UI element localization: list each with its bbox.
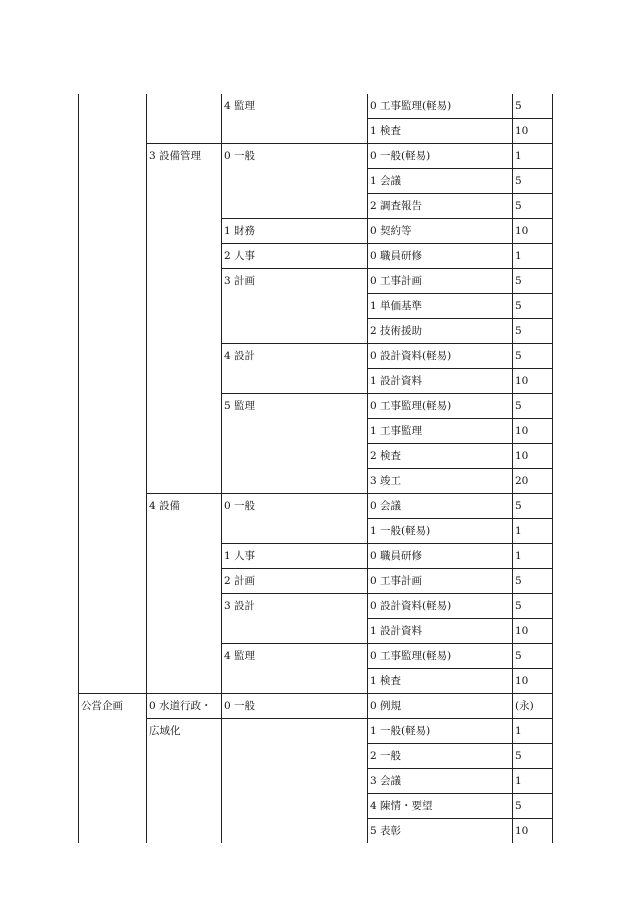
cell-category bbox=[222, 519, 368, 544]
cell-item: 2 調査報告 bbox=[368, 194, 513, 219]
table-row bbox=[79, 94, 553, 119]
cell-section bbox=[147, 344, 222, 369]
cell-department bbox=[79, 369, 147, 394]
cell-item: 1 設計資料 bbox=[368, 619, 513, 644]
cell-retention: 10 bbox=[513, 444, 553, 469]
cell-item: 0 一般(軽易) bbox=[368, 144, 513, 169]
cell-category bbox=[222, 419, 368, 444]
cell-section bbox=[147, 819, 222, 844]
cell-section bbox=[147, 544, 222, 569]
cell-retention: 10 bbox=[513, 369, 553, 394]
cell-category bbox=[222, 619, 368, 644]
cell-retention: 1 bbox=[513, 769, 553, 794]
cell-section bbox=[147, 194, 222, 219]
cell-retention: 5 bbox=[513, 294, 553, 319]
cell-retention: 5 bbox=[513, 269, 553, 294]
cell-category: 0 一般 bbox=[222, 494, 368, 519]
cell-category bbox=[222, 794, 368, 819]
table-row bbox=[79, 744, 553, 769]
cell-item: 0 工事計画 bbox=[368, 569, 513, 594]
cell-item: 0 工事計画 bbox=[368, 269, 513, 294]
cell-item: 0 職員研修 bbox=[368, 244, 513, 269]
cell-department bbox=[79, 294, 147, 319]
table-row bbox=[79, 619, 553, 644]
cell-retention: (永) bbox=[513, 694, 553, 719]
cell-category: 4 監理 bbox=[222, 644, 368, 669]
cell-department bbox=[79, 144, 147, 169]
cell-section bbox=[147, 469, 222, 494]
cell-section bbox=[147, 444, 222, 469]
cell-item: 3 竣工 bbox=[368, 469, 513, 494]
table-row bbox=[79, 694, 553, 719]
cell-item: 1 単価基準 bbox=[368, 294, 513, 319]
cell-retention: 5 bbox=[513, 394, 553, 419]
table-row bbox=[79, 144, 553, 169]
cell-section bbox=[147, 219, 222, 244]
cell-category bbox=[222, 319, 368, 344]
cell-section bbox=[147, 569, 222, 594]
table-row bbox=[79, 444, 553, 469]
cell-item: 3 会議 bbox=[368, 769, 513, 794]
cell-item: 0 例規 bbox=[368, 694, 513, 719]
cell-retention: 10 bbox=[513, 819, 553, 844]
cell-retention: 5 bbox=[513, 569, 553, 594]
cell-retention: 10 bbox=[513, 219, 553, 244]
cell-retention: 10 bbox=[513, 669, 553, 694]
cell-item: 2 検査 bbox=[368, 444, 513, 469]
cell-department bbox=[79, 744, 147, 769]
cell-item: 0 会議 bbox=[368, 494, 513, 519]
cell-category bbox=[222, 744, 368, 769]
cell-item: 2 技術援助 bbox=[368, 319, 513, 344]
cell-retention: 5 bbox=[513, 344, 553, 369]
table-row bbox=[79, 544, 553, 569]
cell-section: 4 設備 bbox=[147, 494, 222, 519]
cell-item: 0 工事監理(軽易) bbox=[368, 394, 513, 419]
table-row bbox=[79, 169, 553, 194]
cell-department bbox=[79, 394, 147, 419]
cell-category bbox=[222, 769, 368, 794]
cell-retention: 5 bbox=[513, 594, 553, 619]
cell-department bbox=[79, 244, 147, 269]
cell-department bbox=[79, 344, 147, 369]
cell-category: 3 計画 bbox=[222, 269, 368, 294]
cell-category: 3 設計 bbox=[222, 594, 368, 619]
cell-retention: 5 bbox=[513, 194, 553, 219]
cell-department bbox=[79, 544, 147, 569]
cell-section bbox=[147, 294, 222, 319]
cell-department bbox=[79, 419, 147, 444]
cell-department bbox=[79, 94, 147, 119]
cell-department bbox=[79, 469, 147, 494]
table-row bbox=[79, 244, 553, 269]
cell-section bbox=[147, 769, 222, 794]
cell-retention: 5 bbox=[513, 169, 553, 194]
table-body bbox=[79, 94, 553, 843]
cell-department bbox=[79, 619, 147, 644]
cell-section: 広域化 bbox=[147, 719, 222, 744]
retention-schedule-table bbox=[78, 94, 553, 843]
table-row bbox=[79, 569, 553, 594]
cell-department bbox=[79, 769, 147, 794]
cell-department bbox=[79, 319, 147, 344]
cell-department bbox=[79, 819, 147, 844]
cell-item: 1 一般(軽易) bbox=[368, 519, 513, 544]
cell-category bbox=[222, 469, 368, 494]
cell-item: 1 設計資料 bbox=[368, 369, 513, 394]
cell-item: 5 表彰 bbox=[368, 819, 513, 844]
cell-retention: 5 bbox=[513, 494, 553, 519]
cell-retention: 20 bbox=[513, 469, 553, 494]
cell-section bbox=[147, 94, 222, 119]
cell-item: 0 設計資料(軽易) bbox=[368, 594, 513, 619]
cell-item: 1 会議 bbox=[368, 169, 513, 194]
cell-category bbox=[222, 369, 368, 394]
cell-retention: 5 bbox=[513, 319, 553, 344]
cell-department bbox=[79, 169, 147, 194]
table-row bbox=[79, 419, 553, 444]
cell-category: 1 財務 bbox=[222, 219, 368, 244]
table-row bbox=[79, 469, 553, 494]
cell-section bbox=[147, 594, 222, 619]
cell-section bbox=[147, 669, 222, 694]
cell-item: 1 工事監理 bbox=[368, 419, 513, 444]
table-row bbox=[79, 769, 553, 794]
cell-department bbox=[79, 269, 147, 294]
table-row bbox=[79, 519, 553, 544]
cell-category: 1 人事 bbox=[222, 544, 368, 569]
cell-item: 0 工事監理(軽易) bbox=[368, 644, 513, 669]
cell-section bbox=[147, 119, 222, 144]
cell-item: 0 契約等 bbox=[368, 219, 513, 244]
cell-department bbox=[79, 444, 147, 469]
table-row bbox=[79, 594, 553, 619]
table-row bbox=[79, 494, 553, 519]
table-row bbox=[79, 294, 553, 319]
cell-section bbox=[147, 519, 222, 544]
table-row bbox=[79, 219, 553, 244]
cell-category: 2 人事 bbox=[222, 244, 368, 269]
cell-department bbox=[79, 519, 147, 544]
cell-category: 5 監理 bbox=[222, 394, 368, 419]
cell-retention: 5 bbox=[513, 794, 553, 819]
cell-section bbox=[147, 244, 222, 269]
cell-item: 1 一般(軽易) bbox=[368, 719, 513, 744]
table-row bbox=[79, 269, 553, 294]
cell-retention: 1 bbox=[513, 519, 553, 544]
cell-category bbox=[222, 444, 368, 469]
cell-category: 4 監理 bbox=[222, 94, 368, 119]
cell-item: 0 職員研修 bbox=[368, 544, 513, 569]
cell-department bbox=[79, 569, 147, 594]
cell-retention: 10 bbox=[513, 419, 553, 444]
cell-item: 2 一般 bbox=[368, 744, 513, 769]
table-row bbox=[79, 794, 553, 819]
cell-department bbox=[79, 219, 147, 244]
cell-item: 1 検査 bbox=[368, 669, 513, 694]
cell-retention: 5 bbox=[513, 744, 553, 769]
cell-category bbox=[222, 719, 368, 744]
cell-category: 2 計画 bbox=[222, 569, 368, 594]
cell-department bbox=[79, 594, 147, 619]
cell-section bbox=[147, 619, 222, 644]
cell-category bbox=[222, 294, 368, 319]
cell-section bbox=[147, 419, 222, 444]
cell-retention: 10 bbox=[513, 619, 553, 644]
cell-retention: 5 bbox=[513, 644, 553, 669]
cell-category bbox=[222, 194, 368, 219]
cell-department bbox=[79, 794, 147, 819]
cell-category bbox=[222, 819, 368, 844]
cell-section bbox=[147, 744, 222, 769]
cell-department bbox=[79, 669, 147, 694]
cell-category bbox=[222, 169, 368, 194]
cell-section bbox=[147, 169, 222, 194]
cell-retention: 1 bbox=[513, 544, 553, 569]
cell-department bbox=[79, 494, 147, 519]
table-row bbox=[79, 344, 553, 369]
table-row bbox=[79, 669, 553, 694]
cell-section: 3 設備管理 bbox=[147, 144, 222, 169]
cell-item: 0 工事監理(軽易) bbox=[368, 94, 513, 119]
cell-department: 公営企画 bbox=[79, 694, 147, 719]
table-row bbox=[79, 194, 553, 219]
cell-retention: 1 bbox=[513, 719, 553, 744]
table-row bbox=[79, 819, 553, 844]
cell-category: 4 設計 bbox=[222, 344, 368, 369]
cell-category bbox=[222, 119, 368, 144]
cell-category: 0 一般 bbox=[222, 694, 368, 719]
cell-retention: 1 bbox=[513, 144, 553, 169]
cell-section bbox=[147, 394, 222, 419]
cell-retention: 10 bbox=[513, 119, 553, 144]
table-row bbox=[79, 369, 553, 394]
cell-department bbox=[79, 119, 147, 144]
cell-item: 4 陳情・要望 bbox=[368, 794, 513, 819]
cell-item: 0 設計資料(軽易) bbox=[368, 344, 513, 369]
cell-category bbox=[222, 669, 368, 694]
cell-department bbox=[79, 194, 147, 219]
cell-retention: 1 bbox=[513, 244, 553, 269]
table-row bbox=[79, 119, 553, 144]
cell-section bbox=[147, 319, 222, 344]
cell-item: 1 検査 bbox=[368, 119, 513, 144]
cell-section bbox=[147, 369, 222, 394]
table-row bbox=[79, 319, 553, 344]
cell-category: 0 一般 bbox=[222, 144, 368, 169]
table-row bbox=[79, 644, 553, 669]
table-row bbox=[79, 394, 553, 419]
cell-section bbox=[147, 269, 222, 294]
cell-department bbox=[79, 719, 147, 744]
cell-department bbox=[79, 644, 147, 669]
table-row bbox=[79, 719, 553, 744]
cell-section: 0 水道行政・ bbox=[147, 694, 222, 719]
cell-section bbox=[147, 644, 222, 669]
cell-retention: 5 bbox=[513, 94, 553, 119]
cell-section bbox=[147, 794, 222, 819]
